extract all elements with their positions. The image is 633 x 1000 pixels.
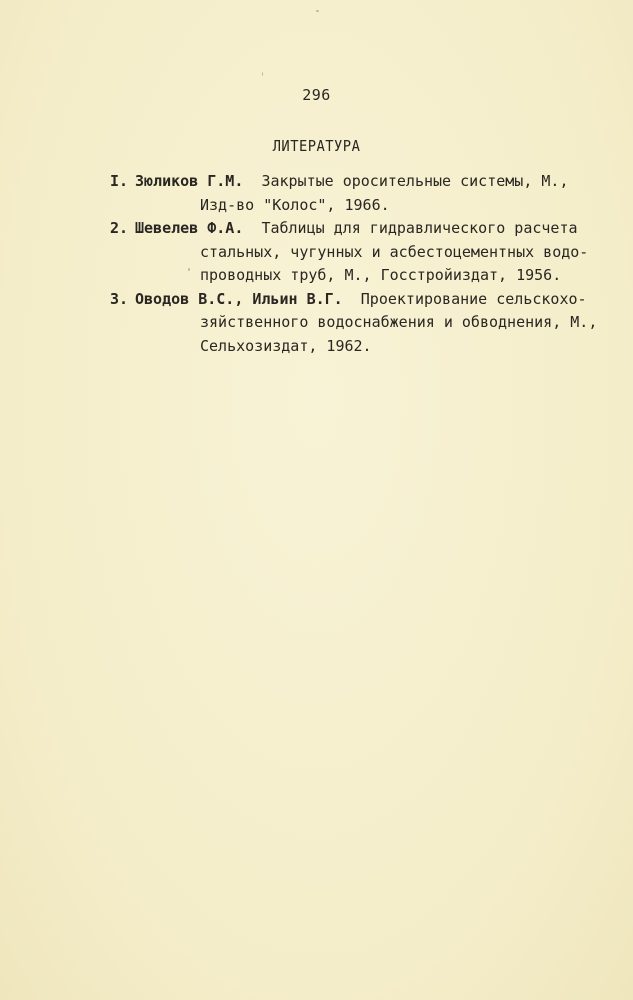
section-heading: ЛИТЕРАТУРА — [272, 137, 361, 155]
reference-text-line: проводных труб, М., Госстройиздат, 1956. — [200, 266, 562, 284]
reference-body — [135, 170, 620, 217]
paper-speck — [316, 10, 319, 12]
reference-number: 2. — [110, 219, 129, 237]
reference-list — [110, 170, 620, 358]
reference-number: 3. — [110, 289, 129, 308]
reference-item — [110, 217, 620, 288]
paper-speck — [188, 268, 190, 271]
reference-text-line: Закрытые оросительные системы, М., — [261, 172, 569, 190]
reference-author: Шевелев Ф.А. — [135, 219, 244, 237]
page-number: 296 — [302, 86, 331, 104]
reference-first-line — [135, 170, 620, 194]
reference-body — [135, 217, 620, 288]
reference-text-line: Проектирование сельскохо- — [360, 289, 587, 308]
reference-text-line: зяйственного водоснабжения и обводнения, М., — [200, 313, 598, 331]
reference-body — [135, 288, 620, 359]
reference-text-line: Таблицы для гидравлического расчета — [261, 219, 578, 237]
reference-number: I. — [110, 172, 129, 190]
reference-text-line: Изд-во "Колос", 1966. — [200, 195, 390, 214]
paper-speck — [262, 72, 263, 76]
reference-text-line: стальных, чугунных и асбестоцементных водо- — [200, 242, 589, 261]
reference-first-line — [135, 288, 620, 312]
reference-item — [110, 170, 620, 217]
reference-text-line: Сельхозиздат, 1962. — [200, 336, 372, 355]
reference-author: Зюликов Г.М. — [135, 172, 244, 190]
reference-item — [110, 288, 620, 359]
reference-first-line — [135, 217, 620, 241]
reference-author: Оводов В.С., Ильин В.Г. — [135, 289, 343, 308]
